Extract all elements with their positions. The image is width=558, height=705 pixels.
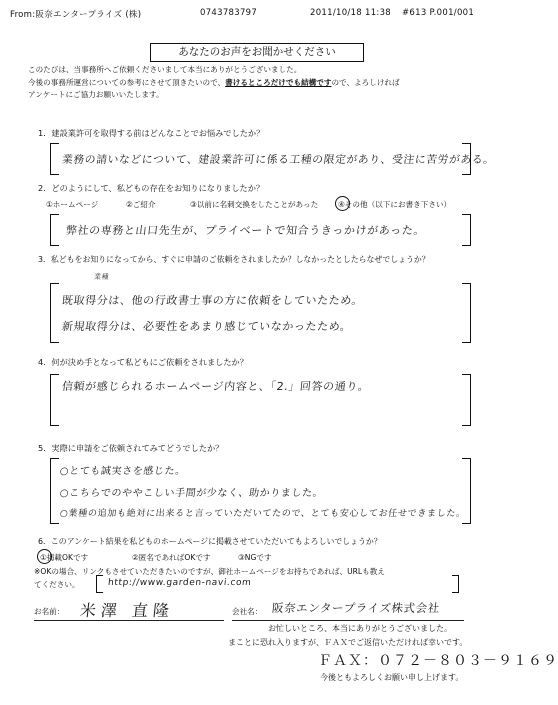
q2-option-card-exchange: ③以前に名刺交換をしたことがあった bbox=[190, 200, 319, 209]
answer-box-left bbox=[50, 458, 59, 524]
footer-thanks: お忙しいところ、本当にありがとうございました。 bbox=[268, 624, 452, 633]
answer-2: 弊社の専務と山口先生が、プライベートで知合うきっかけがあった。 bbox=[65, 224, 426, 237]
answer-box-left bbox=[50, 143, 59, 175]
question-3: 3．私どもをお知りになってから、すぐに申請のご依頼をされましたか？しなかったとしたらなぜでしょうか？ bbox=[38, 255, 430, 264]
intro-line-2: 今後の事務所運営についての参考にさせて頂きたいので、書けるところだけでも結構ですので、よろしければ bbox=[28, 77, 400, 87]
answer-box-right bbox=[462, 374, 471, 426]
company-label: 会社名： bbox=[232, 607, 263, 616]
answer-box-right bbox=[462, 283, 471, 343]
intro-line-1: このたびは、当事務所へご依頼くださいまして本当にありがとうございました。 bbox=[28, 65, 302, 74]
question-1: 1．建設業許可を取得する前はどんなことでお悩みでしたか？ bbox=[38, 128, 265, 138]
footer-request: まことに恐れ入りますが、ＦＡＸでご返信いただければ幸いです。 bbox=[228, 638, 468, 647]
answer-5-line-2: ○こちらでのややこしい手間が少なく、助かりました。 bbox=[59, 488, 324, 499]
intro-text bbox=[28, 64, 400, 102]
fax-phone: 0743783797 bbox=[200, 8, 258, 18]
q2-option-referral: ②ご紹介 bbox=[126, 200, 156, 209]
answer-3-line-1: 既取得分は、他の行政書士事の方に依頼をしていたため。 bbox=[61, 294, 364, 307]
url-box-right bbox=[452, 575, 459, 593]
footer-closing: 今後ともよろしくお願い申し上げます。 bbox=[320, 673, 464, 682]
q6-note-line-1: ※OKの場合、リンクもさせていただきたいのですが、御社ホームページをお持ちであれば、URLも教え bbox=[34, 567, 385, 576]
question-5: 5．実際に申請をご依頼されてみてどうでしたか？ bbox=[38, 443, 224, 453]
fax-datetime: 2011/10/18 11:38 bbox=[310, 8, 391, 18]
fax-page: #613 P.001/001 bbox=[402, 8, 475, 18]
answer-5-line-3: ○業種の追加も絶対に出来ると言っていただいてたので、とても安心してお任せできました。 bbox=[59, 509, 467, 519]
name-value: 米澤 直隆 bbox=[78, 601, 175, 620]
q2-option-homepage: ①ホームページ bbox=[46, 200, 99, 209]
answer-box-left bbox=[50, 374, 59, 426]
url-box-left bbox=[96, 575, 103, 593]
name-label: お名前： bbox=[34, 607, 65, 616]
question-6: 6．このアンケート結果を私どものホームページに掲載させていただいてもよろしいでしょうか？ bbox=[38, 537, 382, 546]
answer-3-line-2: 新規取得分は、必要性をあまり感じていなかったため。 bbox=[61, 320, 353, 333]
question-2: 2．どのようにして、私どもの存在をお知りになりましたか？ bbox=[38, 183, 265, 193]
fax-from: From:阪奈エンタープライズ (株) bbox=[10, 10, 142, 20]
answer-5-line-1: ○とても誠実さを感じた。 bbox=[59, 466, 187, 477]
question-4: 4．何が決め手となって私どもにご依頼をされましたか？ bbox=[38, 357, 248, 367]
answer-box-left bbox=[50, 283, 59, 343]
footer-fax-number: ＦＡＸ：０７２－８０３－９１６９ bbox=[318, 653, 558, 669]
q2-selected-mark bbox=[335, 196, 350, 211]
q6-note-line-2: てください。 bbox=[34, 580, 80, 589]
q6-option-ok: ①掲載OKです bbox=[40, 553, 89, 562]
answer-box-right bbox=[462, 214, 471, 246]
q6-option-anonymous: ②匿名であればOKです bbox=[132, 553, 211, 562]
q2-option-other: ④その他（以下にお書き下さい） bbox=[338, 200, 452, 209]
company-value: 阪奈エンタープライズ株式会社 bbox=[271, 601, 441, 615]
q6-option-ng: ③NGです bbox=[238, 553, 272, 562]
q6-selected-mark bbox=[37, 549, 52, 564]
page-title: あなたのお声をお聞かせください bbox=[150, 43, 364, 62]
answer-4: 信頼が感じられるホームページ内容と、「2.」回答の通り。 bbox=[61, 380, 371, 393]
intro-line-3: アンケートにご協力お願いいたします。 bbox=[28, 90, 164, 99]
answer-box-left bbox=[50, 214, 59, 246]
answer-1: 業務の請いなどについて、建設業許可に係る工種の限定があり、受注に苦労がある。 bbox=[61, 153, 496, 166]
company-underline bbox=[232, 620, 464, 621]
name-underline bbox=[34, 620, 224, 621]
url-answer: http://www.garden-navi.com bbox=[107, 578, 252, 588]
answer-3-note: 業種 bbox=[93, 273, 110, 281]
